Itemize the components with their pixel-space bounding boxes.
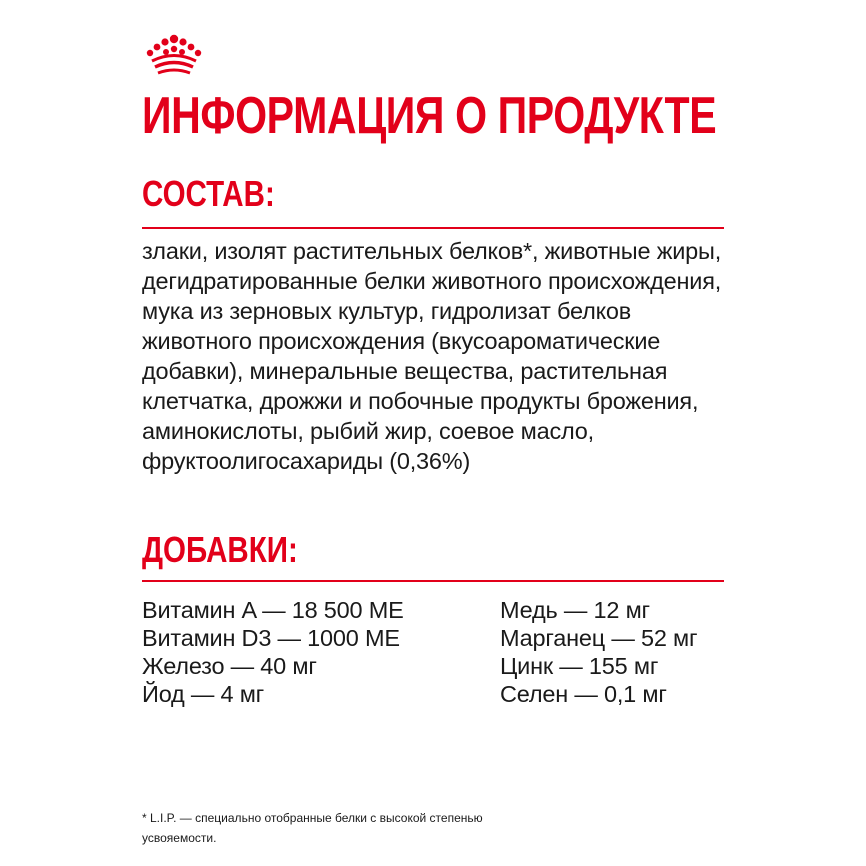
page-title: ИНФОРМАЦИЯ О ПРОДУКТЕ	[142, 87, 717, 145]
additives-list-left	[142, 596, 404, 708]
additives-divider	[142, 580, 724, 582]
additive-item: Железо — 40 мг	[142, 653, 317, 679]
additive-item: Цинк — 155 мг	[500, 653, 659, 679]
additive-item: Медь — 12 мг	[500, 597, 650, 623]
additive-item: Марганец — 52 мг	[500, 625, 698, 651]
additive-item: Витамин D3 — 1000 МЕ	[142, 625, 400, 651]
footnote: * L.I.P. — специально отобранные белки с высокой степенью усвояемости.	[142, 811, 483, 845]
additives-list-right	[500, 596, 697, 708]
composition-divider	[142, 227, 724, 229]
composition-heading: СОСТАВ:	[142, 173, 275, 214]
additive-item: Витамин A — 18 500 МЕ	[142, 597, 404, 623]
composition-text: злаки, изолят растительных белков*, животные жиры, дегидратированные белки животного происхождения, мука из зерновых культур, гидролизат белков животного происхождения (вкусоароматические добавки), минеральные вещества, растительная клетчатка, дрожжи и побочные продукты брожения, аминокислоты, рыбий жир, соевое масло, фруктоолигосахариды (0,36%)	[142, 238, 722, 474]
additives-heading: ДОБАВКИ:	[142, 529, 298, 570]
additive-item: Йод — 4 мг	[142, 681, 265, 707]
crown-icon	[142, 34, 206, 76]
additive-item: Селен — 0,1 мг	[500, 681, 667, 707]
